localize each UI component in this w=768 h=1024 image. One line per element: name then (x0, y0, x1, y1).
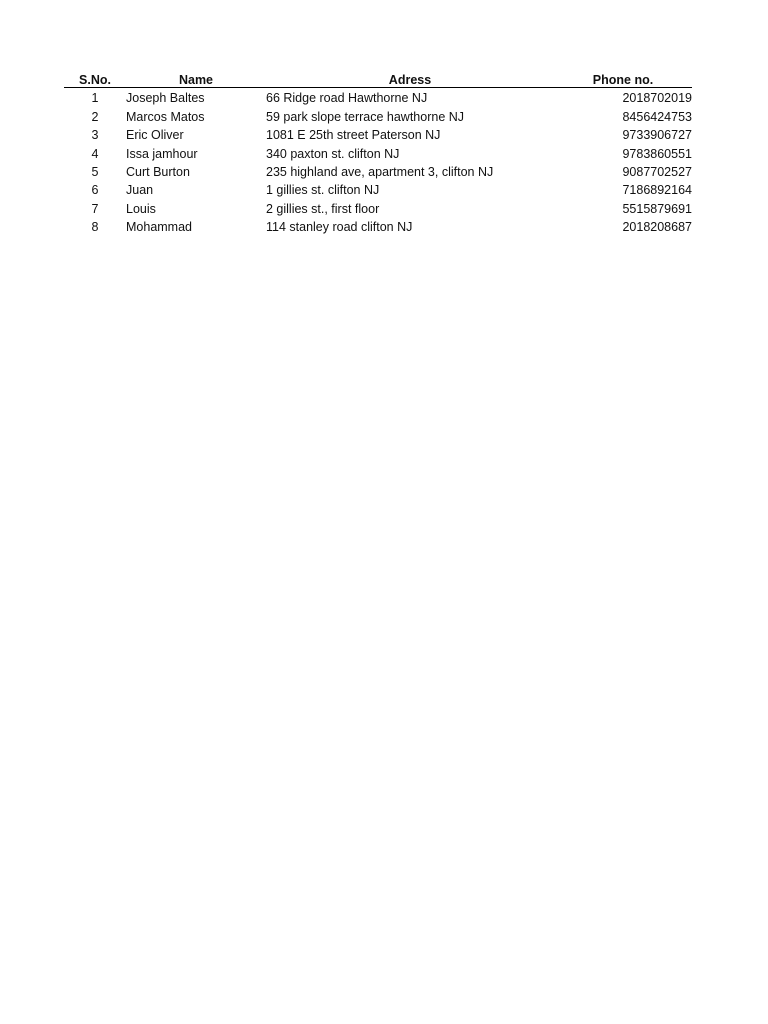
cell-phone: 7186892164 (622, 183, 692, 198)
cell-address: 340 paxton st. clifton NJ (266, 146, 400, 161)
contact-sheet (64, 68, 692, 235)
cell-address: 1 gillies st. clifton NJ (266, 183, 380, 198)
cell-sno: 1 (91, 91, 99, 106)
cell-name: Mohammad (126, 220, 192, 235)
contact-table (64, 68, 692, 235)
table-row (64, 143, 692, 161)
cell-name: Joseph Baltes (126, 91, 205, 106)
column-header-phone: Phone no. (554, 68, 692, 88)
table-row (64, 198, 692, 216)
cell-sno: 3 (91, 128, 99, 143)
table-row (64, 180, 692, 198)
cell-address: 1081 E 25th street Paterson NJ (266, 128, 441, 143)
table-row (64, 162, 692, 180)
table-row (64, 125, 692, 143)
cell-sno: 2 (91, 109, 99, 124)
cell-phone: 9733906727 (622, 128, 692, 143)
cell-sno: 7 (91, 201, 99, 216)
cell-name: Eric Oliver (126, 128, 184, 143)
cell-phone: 2018208687 (622, 220, 692, 235)
cell-address: 114 stanley road clifton NJ (266, 220, 413, 235)
cell-phone: 2018702019 (622, 91, 692, 106)
cell-sno: 5 (91, 164, 99, 179)
cell-phone: 5515879691 (622, 201, 692, 216)
cell-address: 235 highland ave, apartment 3, clifton NJ (266, 164, 494, 179)
column-header-name: Name (126, 68, 266, 88)
cell-phone: 9087702527 (622, 164, 692, 179)
cell-phone: 9783860551 (622, 146, 692, 161)
cell-name: Curt Burton (126, 164, 190, 179)
table-row (64, 217, 692, 235)
cell-name: Louis (126, 201, 156, 216)
cell-phone: 8456424753 (622, 109, 692, 124)
cell-address: 2 gillies st., first floor (266, 201, 380, 216)
cell-sno: 6 (91, 183, 99, 198)
table-row (64, 88, 692, 107)
cell-address: 66 Ridge road Hawthorne NJ (266, 91, 428, 106)
cell-sno: 8 (91, 220, 99, 235)
cell-name: Issa jamhour (126, 146, 198, 161)
cell-address: 59 park slope terrace hawthorne NJ (266, 109, 465, 124)
column-header-address: Adress (266, 68, 554, 88)
header-row (64, 68, 692, 88)
cell-name: Juan (126, 183, 154, 198)
table-row (64, 106, 692, 124)
cell-name: Marcos Matos (126, 109, 205, 124)
table-header (64, 68, 692, 88)
cell-sno: 4 (91, 146, 99, 161)
column-header-sno: S.No. (64, 68, 126, 88)
table-body (64, 88, 692, 236)
